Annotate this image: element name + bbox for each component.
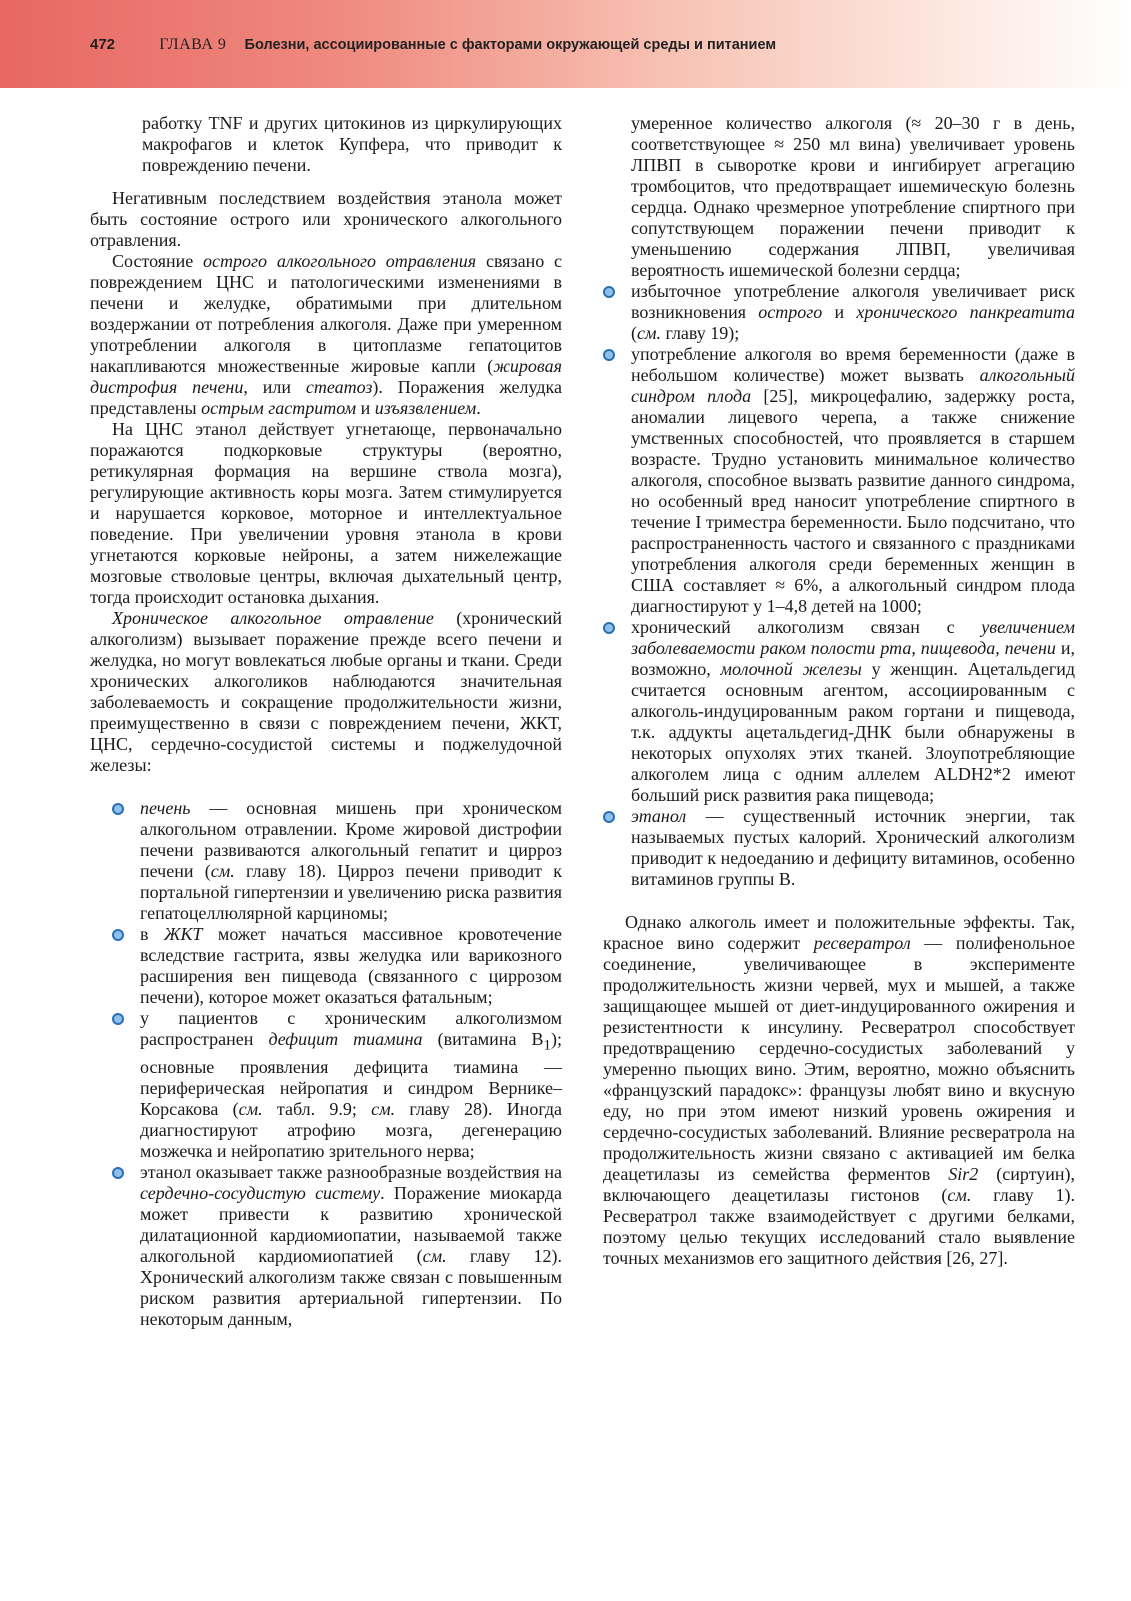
paragraph: работку TNF и других цитокинов из циркулирующих макрофагов и клеток Купфера, что приводит к повреждению печени. — [142, 113, 562, 175]
paragraph: Негативным последствием воздействия этанола может быть состояние острого или хронического алкогольного отравления. — [90, 188, 562, 250]
bullet-icon — [603, 811, 615, 823]
list-item: печень — основная мишень при хроническом алкогольном отравлении. Кроме жировой дистрофии печени развиваются алкогольный гепатит и цирроз печени (см. главу 18). Цирроз печени приводит к портальной гипертензии и увеличению риска развития гепатоцеллюлярной карциномы; — [90, 798, 562, 924]
page-number: 472 — [90, 36, 116, 53]
running-head — [90, 36, 776, 54]
bullet-icon — [112, 1167, 124, 1179]
list-item: у пациентов с хроническим алкоголизмом распространен дефицит тиамина (витамина $B_1$); основные проявления дефицита тиамина — периферическая нейропатия и синдром Вернике–Корсакова (см. табл. 9.9; см. главу 28). Иногда диагностируют атрофию мозга, дегенерацию мозжечка и нейропатию зрительного нерва; — [90, 1008, 562, 1162]
bullet-icon — [603, 622, 615, 634]
bullet-list — [90, 798, 562, 1330]
paragraph: Состояние острого алкогольного отравления связано с повреждением ЦНС и патологическими изменениями в печени и желудке, обратимыми при длительном воздержании от потребления алкоголя. Даже при умеренном употреблении алкоголя в цитоплазме гепатоцитов накапливаются множественные жировые капли (жировая дистрофия печени, или стеатоз). Поражения желудка представлены острым гастритом и изъязвлением. — [90, 251, 563, 418]
bullet-icon — [112, 803, 124, 815]
paragraph: На ЦНС этанол действует угнетающе, первоначально поражаются подкорковые структуры (вероятно, ретикулярная формация на вершине ствола мозга), регулирующие активность коры мозга. Затем стимулируется и нарушается корковое, моторное и интеллектуальное поведение. При увеличении уровня этанола в крови угнетаются корковые нейроны, а затем нижележащие мозговые стволовые центры, включая дыхательный центр, тогда происходит остановка дыхания. — [90, 419, 562, 607]
bullet-icon — [112, 929, 124, 941]
list-item: хронический алкоголизм связан с увеличением заболеваемости раком полости рта, пищевода, печени и, возможно, молочной железы у женщин. Ацетальдегид считается основным агентом, ассоциированным с алкоголь-индуцированным раком гортани и пищевода, т.к. аддукты ацетальдегид-ДНК были обнаружены в некоторых опухолях этих тканей. Злоупотребляющие алкоголем лица с одним аллелем ALDH2*2 имеют больший риск развития рака пищевода; — [603, 617, 1075, 806]
page-header — [0, 0, 1131, 88]
list-item: в ЖКТ может начаться массивное кровотечение вследствие гастрита, язвы желудка или варикозного расширения вен пищевода (связанного с циррозом печени), которое может оказаться фатальным; — [90, 924, 562, 1008]
chapter-label: ГЛАВА 9 — [159, 36, 227, 53]
bullet-list — [603, 113, 1075, 890]
bullet-icon — [603, 286, 615, 298]
bullet-icon — [603, 349, 615, 361]
list-item: употребление алкоголя во время беременности (даже в небольшом количестве) может вызвать алкогольный синдром плода [25], микроцефалию, задержку роста, аномалии лицевого черепа, а также снижение умственных способностей, что проявляется в старшем возрасте. Трудно установить минимальное количество алкоголя, способное вызвать развитие данного синдрома, но особенный вред наносит употребление спиртного в течение I триместра беременности. Было подсчитано, что распространенность частого и связанного с праздниками употребления алкоголя среди беременных женщин в США составляет ≈ 6%, а алкогольный синдром плода диагностируют у 1–4,8 детей на 1000; — [603, 344, 1075, 617]
paragraph: Однако алкоголь имеет и положительные эффекты. Так, красное вино содержит ресвератрол — полифенольное соединение, увеличивающее в эксперименте продолжительность жизни червей, мух и мышей, а также защищающее мышей от диет-индуцированного ожирения и резистентности к инсулину. Ресвератрол способствует предотвращению сердечно-сосудистых заболеваний у умеренно пьющих вино. Этим, вероятно, можно объяснить «французский парадокс»: французы любят вино и вкусную еду, но при этом имеют низкий уровень ожирения и сердечно-сосудистых заболеваний. Влияние ресвератрола на продолжительность жизни связано с активацией им белка деацетилазы из семейства ферментов Sir2 (сиртуин), включающего деацетилазы гистонов (см. главу 1). Ресвератрол также взаимодействует с другими белками, поэтому целью текущих исследований стало выявление точных механизмов его защитного действия [26, 27]. — [603, 912, 1076, 1268]
bullet-icon — [112, 1013, 124, 1025]
left-column — [90, 113, 562, 1330]
list-item: этанол оказывает также разнообразные воздействия на сердечно-сосудистую систему. Поражение миокарда может привести к развитию хронической дилатационной кардиомиопатии, называемой также алкогольной кардиомиопатией (см. главу 12). Хронический алкоголизм также связан с повышенным риском развития артериальной гипертензии. По некоторым данным, — [90, 1162, 562, 1330]
chapter-title: Болезни, ассоциированные с факторами окружающей среды и питанием — [244, 37, 777, 53]
right-column — [603, 113, 1075, 1269]
paragraph: Хроническое алкогольное отравление (хронический алкоголизм) вызывает поражение прежде всего печени и желудка, но могут вовлекаться любые органы и ткани. Среди хронических алкоголиков наблюдаются значительная заболеваемость и сокращение продолжительности жизни, преимущественно в связи с повреждением печени, ЖКТ, ЦНС, сердечно-сосудистой системы и поджелудочной железы: — [90, 608, 562, 775]
list-item: избыточное употребление алкоголя увеличивает риск возникновения острого и хронического панкреатита (см. главу 19); — [603, 281, 1075, 344]
list-item-continued: умеренное количество алкоголя (≈ 20–30 г в день, соответствующее ≈ 250 мл вина) увеличивает уровень ЛПВП в сыворотке крови и ингибирует агрегацию тромбоцитов, что предотвращает ишемическую болезнь сердца. Однако чрезмерное употребление спиртного при сопутствующем поражении печени приводит к уменьшению содержания ЛПВП, увеличивая вероятность ишемической болезни сердца; — [631, 113, 1075, 280]
list-item: этанол — существенный источник энергии, так называемых пустых калорий. Хронический алкоголизм приводит к недоеданию и дефициту витаминов, особенно витаминов группы B. — [603, 806, 1075, 890]
